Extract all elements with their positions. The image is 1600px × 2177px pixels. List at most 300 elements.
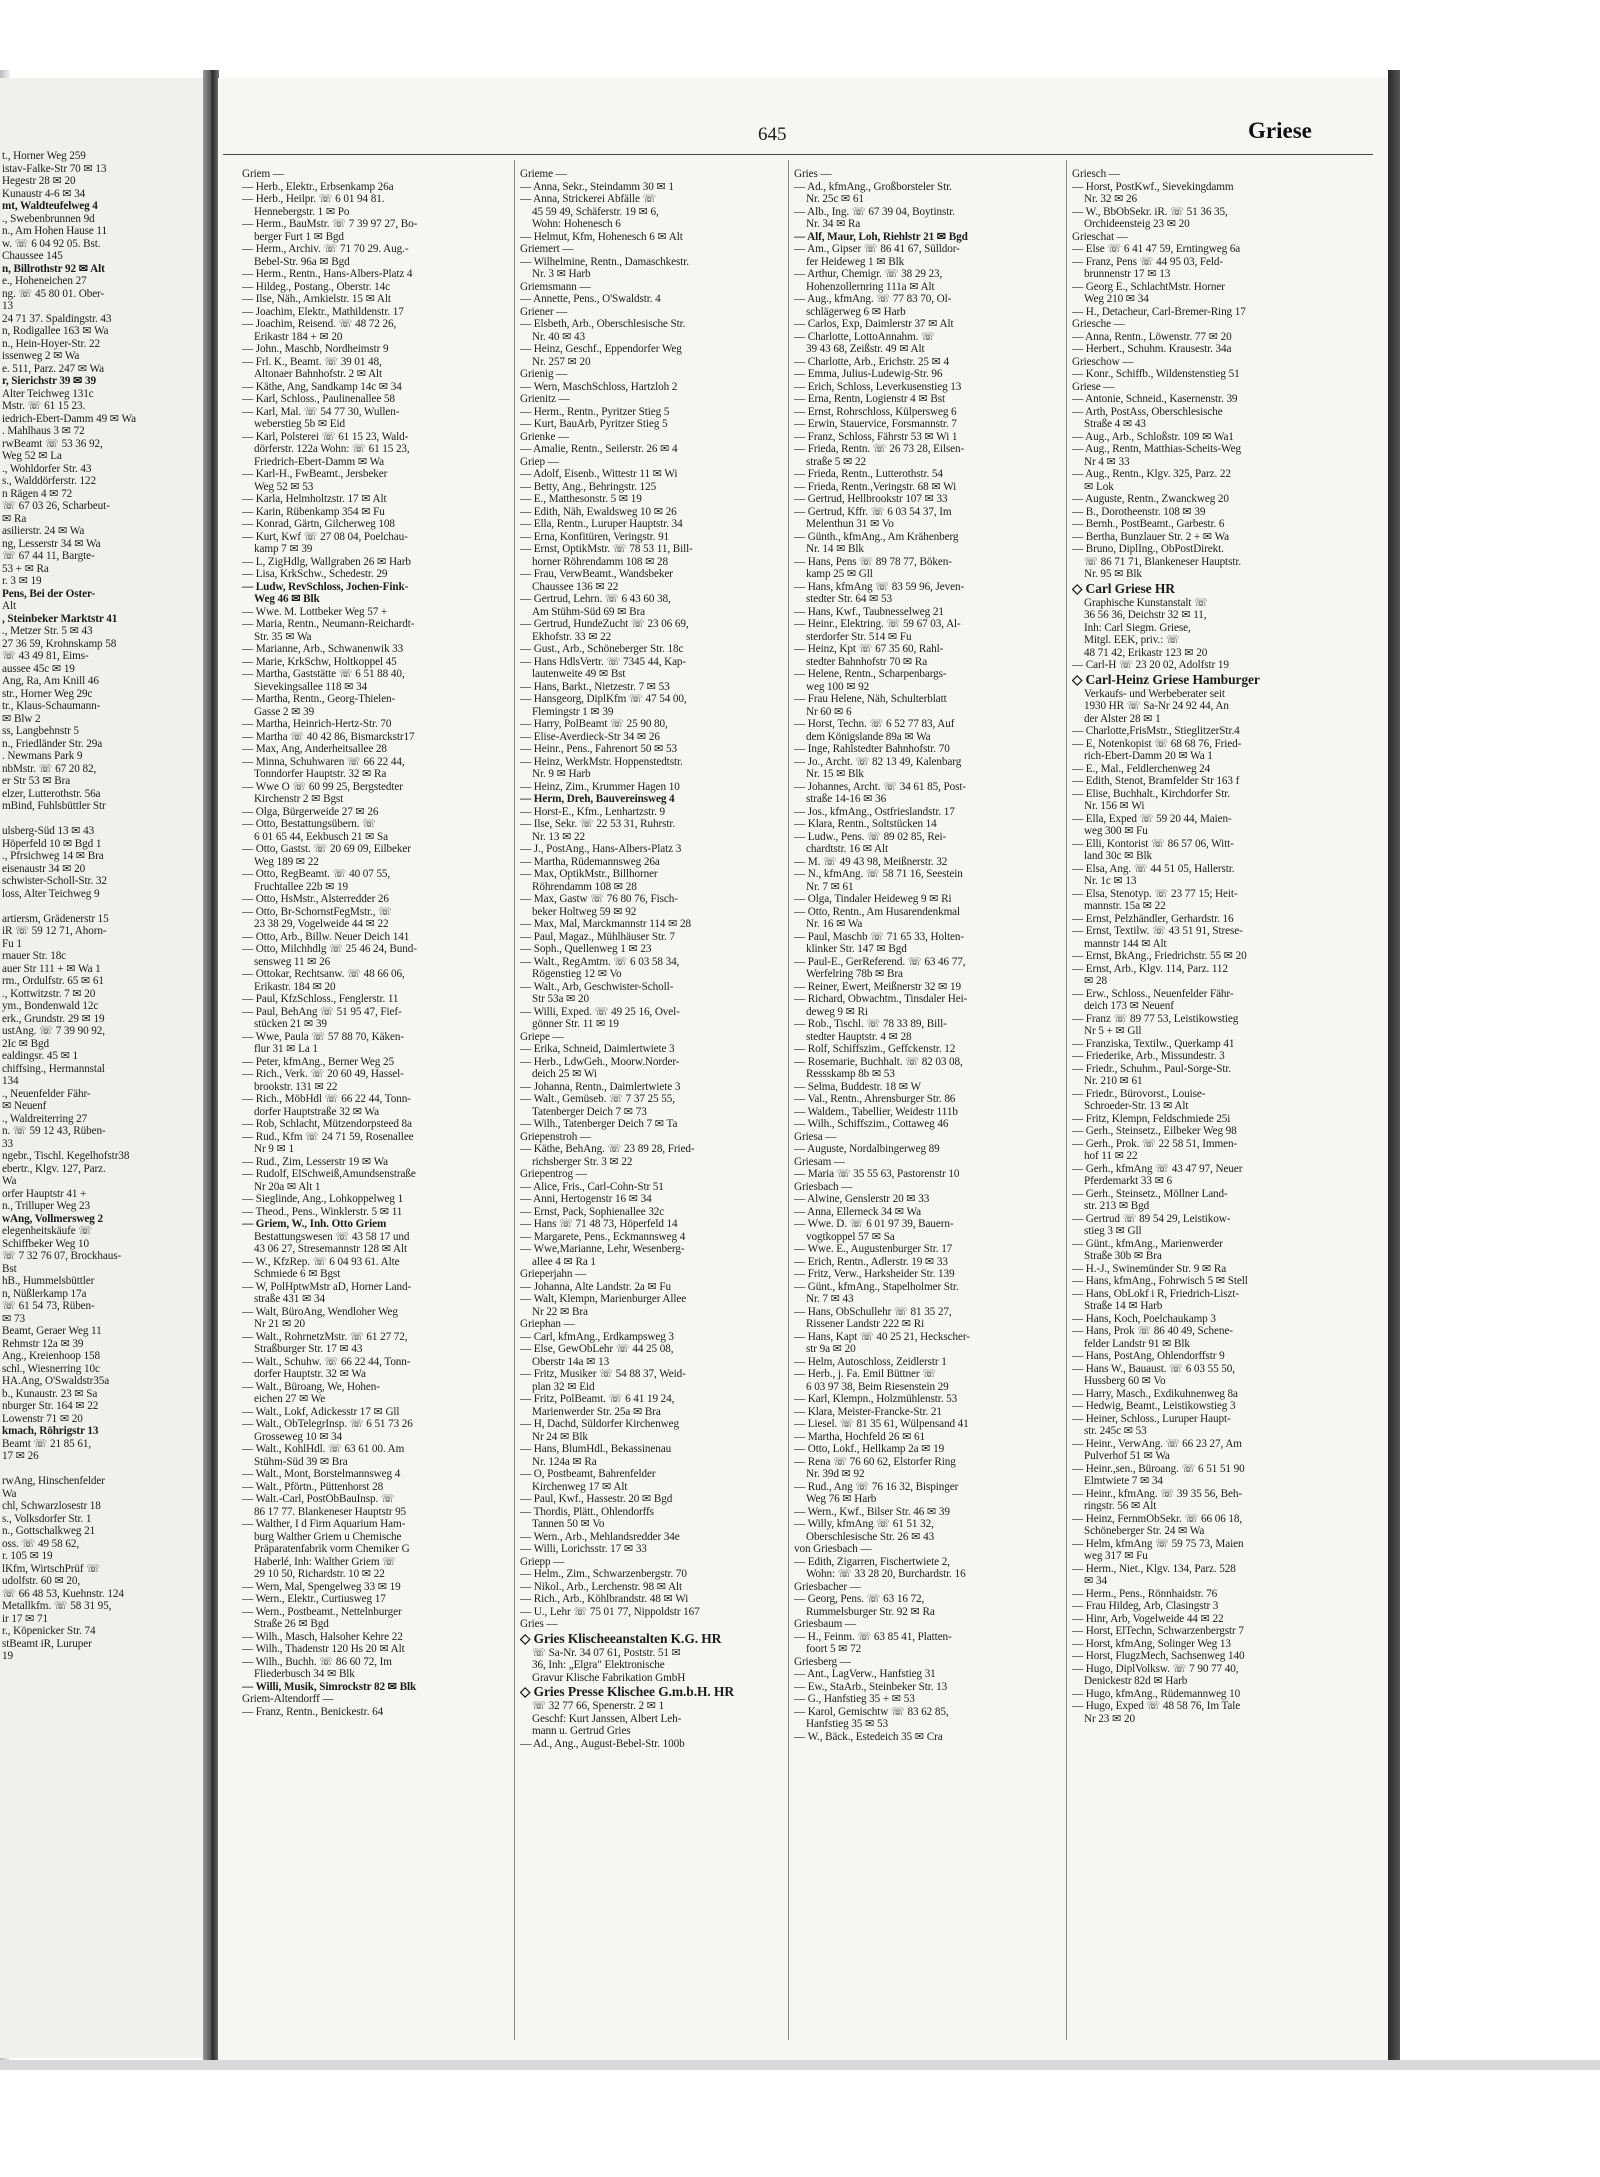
directory-entry-line: — Herm., Niet., Klgv. 134, Parz. 528 [1072, 1562, 1236, 1575]
directory-entry-line: Erikastr. 184 ✉ 20 [254, 980, 336, 993]
directory-entry-line: — Karla, Helmholtzstr. 17 ✉ Alt [242, 493, 387, 505]
directory-entry-line: — Ad., Ang., August-Bebel-Str. 100b [520, 1737, 685, 1750]
directory-entry-line: — Gertrud, Hellbrookstr 107 ✉ 33 [794, 493, 948, 505]
directory-entry-line: — Olga, Tindaler Heideweg 9 ✉ Ri [794, 893, 952, 905]
directory-entry-line: n, Billrothstr 92 ✉ Alt [2, 262, 105, 275]
directory-entry-line: — Konrad, Gärtn, Gilcherweg 108 [242, 518, 395, 530]
directory-entry-line: Rögenstieg 12 ✉ Vo [532, 968, 622, 980]
directory-entry-line: — Hildeg., Postang., Oberstr. 14c [242, 280, 391, 293]
directory-entry-line: — Elise, Buchhalt., Kirchdorfer Str. [1072, 787, 1230, 800]
directory-entry-line: ✉ Ra [2, 512, 27, 525]
directory-entry-line: Chaussee 145 [2, 250, 63, 262]
directory-entry-line: — Otto, Lokf., Hellkamp 2a ✉ 19 [794, 1443, 945, 1455]
directory-entry-line: — Gerh., Steinsetz., Möllner Land- [1072, 1187, 1228, 1200]
directory-entry-line: Ressskamp 8b ✉ 53 [806, 1068, 895, 1080]
directory-entry-line: — Frieda, Rentn.,Veringstr. 68 ✉ Wi [794, 480, 957, 493]
directory-entry-line: — Theod., Pens., Winklerstr. 5 ✉ 11 [242, 1205, 403, 1218]
directory-entry-line: — Otto, Arb., Billw. Neuer Deich 141 [242, 930, 410, 943]
directory-entry-line: — Hans, PostAng, Ohlendorffstr 9 [1072, 1350, 1225, 1362]
directory-entry-line: n., Am Hohen Hause 11 [2, 225, 107, 237]
directory-entry-line: str. 245c ✉ 53 [1084, 1425, 1147, 1437]
directory-entry-line: Weg 210 ✉ 34 [1084, 293, 1149, 305]
directory-entry-line: — Paul, Maschb ☏ 71 65 33, Holten- [794, 930, 964, 943]
directory-entry-line: Nr. 14 ✉ Blk [806, 543, 864, 555]
directory-entry-line: straße 14-16 ✉ 36 [806, 793, 887, 805]
directory-entry-line: — Wern., Postbeamt., Nettelnburger [242, 1605, 402, 1618]
directory-entry-line: aussee 45c ✉ 19 [2, 662, 75, 675]
directory-entry-line: Wa [2, 1487, 17, 1500]
directory-entry-line: 23 38 29, Vogelweide 44 ✉ 22 [254, 918, 389, 930]
directory-entry-line: iR ☏ 59 12 71, Ahorn- [2, 925, 107, 937]
directory-entry-line: gönner Str. 11 ✉ 19 [532, 1018, 619, 1030]
directory-entry-line: — Friedr., Bürovorst., Louise- [1072, 1087, 1206, 1100]
directory-entry-line: kamp 7 ✉ 39 [254, 543, 313, 555]
directory-entry-line: — Richard, Obwachtm., Tinsdaler Hei- [794, 993, 968, 1005]
directory-entry-line: — Gertrud ☏ 89 54 29, Leistikow- [1072, 1212, 1231, 1225]
directory-column-3 [794, 168, 1060, 2048]
directory-entry-line: Ekhofstr. 33 ✉ 22 [532, 630, 612, 643]
directory-entry-line: — Edith, Zigarren, Fischertwiete 2, [794, 1555, 950, 1568]
directory-entry-line: e. 511, Parz. 247 ✉ Wa [2, 362, 104, 375]
directory-entry-line: — Horst-E., Kfm., Lenhartzstr. 9 [520, 805, 666, 818]
directory-entry-line: beker Holtweg 59 ✉ 92 [532, 905, 637, 918]
directory-entry-line: r., Köpenicker Str. 74 [2, 1625, 96, 1637]
directory-entry-line: ym., Bondenwald 12c [2, 1000, 99, 1012]
directory-entry-line: — Wilh., Tatenberger Deich 7 ✉ Ta [520, 1118, 678, 1130]
directory-entry-line: ☏ 43 49 81, Eims- [2, 650, 89, 662]
directory-entry-line: — Aug., Arb., Schloßstr. 109 ✉ Wa1 [1072, 430, 1234, 443]
directory-entry-line: — Auguste, Rentn., Zwanckweg 20 [1072, 493, 1229, 505]
directory-entry-line: rwBeamt ☏ 53 36 92, [2, 437, 103, 450]
directory-entry-line: udolfstr. 60 ✉ 20, [2, 1575, 81, 1587]
directory-entry-line: Grieschow — [1072, 355, 1134, 368]
directory-entry-line: ., Neuenfelder Fähr- [2, 1087, 91, 1100]
directory-entry-line: — Bernh., PostBeamt., Garbestr. 6 [1072, 518, 1225, 530]
directory-entry-line: — Liesel. ☏ 81 35 61, Wülpensand 41 [794, 1418, 969, 1430]
directory-entry-line: — Käthe, BehAng. ☏ 23 89 28, Fried- [520, 1143, 695, 1155]
directory-entry-line: Griesbacher — [794, 1580, 861, 1593]
directory-entry-line: — Günth., kfmAng., Am Krähenberg [794, 530, 959, 543]
directory-entry-line: Nr. 210 ✉ 61 [1084, 1075, 1143, 1087]
directory-entry-line: — Gust., Arb., Schöneberger Str. 18c [520, 643, 684, 655]
directory-entry-line: — Kurt, Kwf ☏ 27 08 04, Poelchau- [242, 530, 408, 543]
directory-entry-line: — Wilh., Masch, Halsoher Kehre 22 [242, 1630, 403, 1643]
directory-entry-line: Wa [2, 1175, 17, 1187]
directory-entry-line: r. 3 ✉ 19 [2, 575, 42, 587]
directory-entry-line: — Reiner, Ewert, Meißnerstr 32 ✉ 19 [794, 980, 961, 993]
directory-entry-line: Sievekingsallee 118 ✉ 34 [254, 680, 368, 693]
directory-entry-line: — Walt., Arb, Geschwister-Scholl- [520, 980, 674, 993]
directory-entry-line: — Wern, MaschSchloss, Hartzloh 2 [520, 380, 678, 393]
directory-entry-line: rwAng, Hinschenfelder [2, 1475, 105, 1487]
directory-entry-line: Mstr. ☏ 61 15 23. [2, 400, 86, 412]
directory-entry-line: Grieme — [520, 168, 567, 180]
directory-entry-line: , Steinbeker Marktstr 41 [2, 612, 118, 625]
directory-entry-line: land 30c ✉ Blk [1084, 850, 1152, 862]
directory-entry-line: foort 5 ✉ 72 [806, 1643, 862, 1655]
directory-entry-line: von Griesbach — [794, 1543, 872, 1555]
directory-entry-line: berger Furt 1 ✉ Bgd [254, 230, 344, 243]
directory-entry-line: — Ilse, Näh., Arnkielstr. 15 ✉ Alt [242, 293, 391, 305]
directory-entry-line: Melenthun 31 ✉ Vo [806, 518, 894, 530]
directory-entry-line: ☏ 67 44 11, Bargte- [2, 550, 95, 562]
directory-entry-line: Nr 4 ✉ 33 [1084, 455, 1130, 468]
directory-entry-line: Altonaer Bahnhofstr. 2 ✉ Alt [254, 368, 383, 380]
directory-entry-line: — W, PolHptwMstr aD, Horner Land- [242, 1280, 412, 1293]
directory-entry-line: — Amalie, Rentn., Seilerstr. 26 ✉ 4 [520, 443, 678, 455]
directory-entry-line: mannstr. 15a ✉ 22 [1084, 900, 1166, 912]
directory-entry-line: deich 173 ✉ Neuenf [1084, 1000, 1174, 1012]
directory-entry-line: — Hans, BlumHdl., Bekassinenau [520, 1443, 672, 1455]
directory-entry-line: — Gerh., kfmAng ☏ 43 47 97, Neuer [1072, 1162, 1243, 1175]
directory-entry-line: — Herm., Pens., Rönnhaidstr. 76 [1072, 1587, 1218, 1600]
directory-entry-line: n. ☏ 59 12 43, Rüben- [2, 1125, 106, 1137]
directory-entry-line: kamp 25 ✉ Gll [806, 568, 873, 580]
directory-entry-line: — Walt., Schuhw. ☏ 66 22 44, Tonn- [242, 1355, 411, 1368]
directory-entry-line: — J., PostAng., Hans-Albers-Platz 3 [520, 843, 682, 855]
directory-entry-line: — Ella, Exped ☏ 59 20 44, Maien- [1072, 812, 1232, 825]
directory-entry-line: Werfelring 78b ✉ Bra [806, 968, 903, 980]
directory-entry-line: Weg 52 ✉ 53 [254, 480, 314, 493]
column-divider [1066, 160, 1067, 2040]
directory-entry-line: Kirchenstr 2 ✉ Bgst [254, 793, 344, 805]
directory-entry-line: — Bruno, DiplIng., ObPostDirekt. [1072, 543, 1224, 555]
directory-entry-line: r. 105 ✉ 19 [2, 1550, 53, 1562]
directory-entry-line: — Elsbeth, Arb., Oberschlesische Str. [520, 318, 686, 330]
directory-entry-line: — Rudolf, ElSchweiß,Amundsenstraße [242, 1168, 416, 1180]
directory-entry-line: Griesberg — [794, 1655, 851, 1668]
directory-entry-line: — Frau Helene, Näh, Schulterblatt [794, 693, 947, 705]
directory-entry-line: Weg 46 ✉ Blk [254, 593, 320, 605]
directory-entry-line: — Heinz, FernmObSekr. ☏ 66 06 18, [1072, 1512, 1243, 1525]
directory-entry-line: — Ernst, Pelzhändler, Gerhardstr. 16 [1072, 912, 1234, 925]
directory-entry-line: — Erika, Schneid, Daimlertwiete 3 [520, 1043, 675, 1055]
directory-entry-line: ustAng. ☏ 7 39 90 92, [2, 1025, 105, 1037]
directory-entry-line: ✉ 73 [2, 1312, 25, 1325]
directory-entry-line: — Helm., Zim., Schwarzenbergstr. 70 [520, 1568, 687, 1580]
directory-entry-line: dorfer Hauptstraße 32 ✉ Wa [254, 1105, 379, 1118]
directory-entry-line: — Carl-H ☏ 23 20 02, Adolfstr 19 [1072, 659, 1229, 671]
directory-entry-line: — Wilh., Buchh. ☏ 86 60 72, Im [242, 1655, 392, 1668]
directory-entry-line: — Erw., Schloss., Neuenfelder Fähr- [1072, 987, 1234, 1000]
directory-entry-line: — Rud., Kfm ☏ 24 71 59, Rosenallee [242, 1130, 414, 1143]
directory-entry-line: asilierstr. 24 ✉ Wa [2, 525, 85, 537]
directory-entry-line: Nr. 3 ✉ Harb [532, 268, 591, 280]
directory-entry-line: Grosseweg 10 ✉ 34 [254, 1430, 343, 1443]
header-rule [223, 154, 1373, 155]
page-header [218, 118, 1388, 158]
directory-entry-line: brookstr. 131 ✉ 22 [254, 1080, 338, 1093]
directory-entry-line: HA.Ang, O'Swaldstr35a [2, 1375, 110, 1387]
directory-entry-line: Kunaustr 4-6 ✉ 34 [2, 187, 86, 200]
directory-entry-line: — Aug., Rentn., Klgv. 325, Parz. 22 [1072, 468, 1231, 480]
directory-entry-line: Griep — [520, 455, 559, 468]
directory-entry-line: Alt [2, 600, 16, 612]
directory-entry-line: Grienke — [520, 430, 570, 443]
directory-entry-line: — Marie, KrkSchw, Holtkoppel 45 [242, 655, 397, 668]
directory-entry-line: Straße 14 ✉ Harb [1084, 1300, 1163, 1312]
directory-entry-line: — Harry, Masch., Exdikuhnenweg 8a [1072, 1387, 1238, 1400]
directory-entry-line: n, Nüßlerkamp 17a [2, 1287, 87, 1300]
directory-entry-line: — Herb., j. Fa. Emil Büttner ☏ [794, 1368, 937, 1380]
directory-entry-line: Haberlé, Inh: Walther Griem ☏ [254, 1555, 397, 1568]
directory-entry-line: Marienwerder Str. 25a ✉ Bra [532, 1405, 661, 1418]
directory-entry-line: — Hans, kfmAng ☏ 83 59 96, Jeven- [794, 580, 965, 593]
directory-entry-line: — O, Postbeamt, Bahrenfelder [520, 1468, 656, 1480]
directory-entry-line: — Max, Ang, Anderheitsallee 28 [242, 743, 387, 755]
directory-entry-line: Straßburger Str. 17 ✉ 43 [254, 1343, 363, 1355]
directory-entry-line: — Olga, Bürgerweide 27 ✉ 26 [242, 805, 379, 818]
directory-entry-line: — Rob., Tischl. ☏ 78 33 89, Bill- [794, 1018, 947, 1030]
directory-entry-line: Nr. 9 ✉ Harb [532, 768, 591, 780]
directory-entry-line: dem Königslande 89a ✉ Wa [806, 730, 931, 743]
directory-entry-line: Bst [2, 1262, 17, 1275]
directory-entry-line: — Franz, Rentn., Benickestr. 64 [242, 1705, 384, 1718]
directory-entry-line: brunnenstr 17 ✉ 13 [1084, 268, 1171, 280]
directory-entry-line: Fu 1 [2, 937, 22, 950]
directory-entry-line: der Alster 28 ✉ 1 [1084, 712, 1161, 725]
directory-entry-line: Griesam — [794, 1155, 845, 1168]
directory-entry-line: Erikastr 184 + ✉ 20 [254, 330, 343, 343]
directory-entry-line: — Minna, Schuhwaren ☏ 66 22 44, [242, 755, 405, 768]
directory-entry-line: rm., Ordulfstr. 65 ✉ 61 [2, 975, 104, 987]
directory-entry-line: — Otto, Milchhdlg ☏ 25 46 24, Bund- [242, 943, 417, 955]
directory-entry-line: — W., BbObSekr. iR. ☏ 51 36 35, [1072, 205, 1228, 218]
directory-entry-line: — Helm, Autoschloss, Zeidlerstr 1 [794, 1355, 947, 1368]
directory-entry-line: — Otto, HsMstr., Alsterredder 26 [242, 893, 389, 905]
directory-entry-line: Schroeder-Str. 13 ✉ Alt [1084, 1100, 1189, 1112]
directory-entry-line: sensweg 11 ✉ 26 [254, 955, 331, 968]
directory-entry-line: ., Pfrsichweg 14 ✉ Bra [2, 850, 104, 862]
directory-entry-line: Gries — [520, 1618, 558, 1630]
directory-entry-line: — Ernst, Textilw. ☏ 43 51 91, Strese- [1072, 925, 1243, 937]
directory-entry-line: Schmiede 6 ✉ Bgst [254, 1268, 341, 1280]
directory-entry-line: str 9a ✉ 20 [806, 1343, 856, 1355]
directory-entry-line: — Fritz, Klempn, Feldschmiede 25i [1072, 1112, 1231, 1125]
directory-entry-line: — Anni, Hertogenstr 16 ✉ 34 [520, 1193, 652, 1205]
directory-entry-line: Alter Teichweg 131c [2, 387, 94, 400]
directory-entry-line: oss. ☏ 49 58 62, [2, 1537, 80, 1550]
directory-entry-line: — Ella, Rentn., Luruper Hauptstr. 34 [520, 518, 683, 530]
directory-entry-line: rich-Ebert-Damm 20 ✉ Wa 1 [1084, 750, 1213, 762]
directory-entry-line: ☏ Sa-Nr. 34 07 61, Poststr. 51 ✉ [532, 1646, 681, 1659]
directory-entry-line: chiffsing., Hermannstal [2, 1062, 105, 1075]
directory-entry-line: Grieschat — [1072, 230, 1128, 243]
directory-entry-line: Beamt ☏ 21 85 61, [2, 1437, 92, 1450]
directory-entry-line: felder Landstr 91 ✉ Blk [1084, 1337, 1190, 1350]
directory-entry-line: Bestattungswesen ☏ 43 58 17 und [254, 1230, 410, 1243]
directory-entry-line: — John., Maschb, Nordheimstr 9 [242, 343, 389, 355]
directory-entry-line: — Walt., RohrnetzMstr. ☏ 61 27 72, [242, 1330, 408, 1343]
directory-entry-line: 6 03 97 38, Beim Riesenstein 29 [806, 1380, 949, 1393]
directory-entry-line: — Sieglinde, Ang., Lohkoppelweg 1 [242, 1193, 404, 1205]
directory-entry-line: — Ottokar, Rechtsanw. ☏ 48 66 06, [242, 968, 405, 980]
directory-entry-line: str. 213 ✉ Bgd [1084, 1200, 1150, 1212]
directory-entry-line: — Edith, Näh, Ewaldsweg 10 ✉ 26 [520, 505, 677, 518]
directory-entry-line: — Rich., Arb., Köhlbrandstr. 48 ✉ Wi [520, 1593, 689, 1605]
directory-entry-line: — Heinz, Geschf., Eppendorfer Weg [520, 343, 682, 355]
directory-entry-line: Nr 20a ✉ Alt 1 [254, 1180, 321, 1193]
directory-entry-line: — Käthe, Ang, Sandkamp 14c ✉ 34 [242, 380, 402, 393]
directory-entry-line: Fruchtallee 22b ✉ 19 [254, 880, 349, 893]
directory-entry-line: — Fritz, Musiker ☏ 54 88 37, Weid- [520, 1368, 686, 1380]
directory-entry-line: Stühm-Süd 39 ✉ Bra [254, 1455, 348, 1468]
directory-entry-line: stücken 21 ✉ 39 [254, 1018, 327, 1030]
page-right-edge [1388, 70, 1400, 2065]
directory-entry-line: straße 431 ✉ 34 [254, 1293, 325, 1305]
directory-entry-line: — Hugo, Exped ☏ 48 58 76, Im Tale [1072, 1700, 1241, 1712]
directory-entry-line: — Willy, kfmAng ☏ 61 51 32, [794, 1518, 934, 1530]
directory-entry-line: — Arthur, Chemigr. ☏ 38 29 23, [794, 268, 943, 280]
directory-entry-line: hB., Hummelsbüttler [2, 1275, 95, 1287]
directory-entry-line: — Walt., RegAmtm. ☏ 6 03 58 34, [520, 955, 680, 968]
directory-entry-line: b., Kunaustr. 23 ✉ Sa [2, 1387, 98, 1400]
directory-entry-line: flur 31 ✉ La 1 [254, 1043, 318, 1055]
directory-entry-line: e., Hoheneichen 27 [2, 275, 87, 287]
directory-entry-line: Tonndorfer Hauptstr. 32 ✉ Ra [254, 768, 387, 780]
directory-entry-line: Nr. 257 ✉ 20 [532, 355, 591, 368]
directory-entry-line: n., Gottschalkweg 21 [2, 1525, 96, 1537]
directory-entry-line: — Aug., Rentn, Matthias-Scheits-Weg [1072, 443, 1241, 455]
directory-entry-line: — Ew., StaArb., Steinbeker Str. 13 [794, 1680, 948, 1693]
directory-entry-line: ◇ Gries Presse Klischee G.m.b.H. HR [520, 1684, 734, 1699]
directory-entry-line: 17 ✉ 26 [2, 1450, 39, 1462]
directory-entry-line: Griesbaum — [794, 1618, 856, 1630]
directory-entry-line: — Horst, PostKwf., Sievekingdamm [1072, 180, 1234, 193]
directory-entry-line: — Rolf, Schiffszim., Geffckenstr. 12 [794, 1043, 956, 1055]
directory-entry-line: — Georg E., SchlachtMstr. Horner [1072, 280, 1225, 293]
directory-entry-line: — Erich, Rentn., Adlerstr. 19 ✉ 33 [794, 1255, 948, 1268]
directory-entry-line: — Wern., Arb., Mehlandsredder 34e [520, 1530, 680, 1543]
previous-page-column [2, 150, 210, 2030]
directory-entry-line: er Str 53 ✉ Bra [2, 775, 71, 787]
directory-entry-line: — Heinr., kfmAng. ☏ 39 35 56, Beh- [1072, 1487, 1242, 1500]
directory-entry-line: ebertr., Klgv. 127, Parz. [2, 1162, 106, 1175]
directory-entry-line: — Martha, Rüdemannsweg 26a [520, 855, 660, 868]
directory-entry-line: — Martha ☏ 40 42 86, Bismarckstr17 [242, 730, 415, 743]
directory-entry-line: — Max, OptikMstr., Billhorner [520, 868, 658, 880]
directory-entry-line: — Paul, BehAng ☏ 51 95 47, Fief- [242, 1005, 402, 1018]
running-head: Griese [1248, 118, 1312, 143]
directory-entry-line: — Erna, Konfitüren, Veringstr. 91 [520, 530, 670, 543]
directory-entry-line: w. ☏ 6 04 92 05. Bst. [2, 237, 101, 250]
directory-entry-line: Nr. 40 ✉ 43 [532, 330, 586, 343]
directory-entry-line: Hohenzollernring 111a ✉ Alt [806, 280, 935, 293]
directory-entry-line: — Friederike, Arb., Missundestr. 3 [1072, 1050, 1225, 1062]
directory-entry-line: — Nikol., Arb., Lerchenstr. 98 ✉ Alt [520, 1580, 683, 1593]
directory-entry-line: — Anna, Sekr., Steindamm 30 ✉ 1 [520, 180, 674, 193]
directory-entry-line: — Erwin, Stauervice, Forsmannstr. 7 [794, 418, 957, 430]
directory-entry-line: — Anna, Strickerei Abfälle ☏ [520, 193, 657, 205]
directory-entry-line: chardtstr. 16 ✉ Alt [806, 843, 889, 855]
directory-entry-line: vogtkoppel 57 ✉ Sa [806, 1230, 895, 1243]
directory-entry-line: — Heinz, Kpt ☏ 67 35 60, Rahl- [794, 643, 944, 655]
directory-entry-line: — Walt., Pförtn., Püttenhorst 28 [242, 1480, 384, 1493]
directory-entry-line: — Karl-H., FwBeamt., Jersbeker [242, 468, 388, 480]
directory-entry-line: — Charlotte, LottoAnnahm. ☏ [794, 330, 935, 343]
directory-entry-line: — Otto, Bestattungsübern. ☏ [242, 818, 377, 830]
directory-entry-line: ☏ 67 03 26, Scharbeut- [2, 500, 110, 512]
directory-entry-line: ., Metzer Str. 5 ✉ 43 [2, 625, 93, 637]
directory-entry-line: — Lisa, KrkSchw., Schedestr. 29 [242, 568, 388, 580]
directory-entry-line: weg 300 ✉ Fu [1084, 825, 1148, 837]
directory-entry-line: — Waldem., Tabellier, Weidestr 111b [794, 1105, 958, 1118]
directory-entry-line: Nr. 7 ✉ 43 [806, 1293, 854, 1305]
directory-entry-line: Str 53a ✉ 20 [532, 993, 589, 1005]
directory-entry-line: 27 36 59, Krohnskamp 58 [2, 637, 117, 650]
directory-entry-line: — Wwe. M. Lottbeker Weg 57 + [242, 605, 388, 618]
directory-entry-line: Rummelsburger Str. 92 ✉ Ra [806, 1605, 935, 1618]
directory-entry-line: — W., Bäck., Estedeich 35 ✉ Cra [794, 1730, 943, 1743]
directory-entry-line: ☏ 7 32 76 07, Brockhaus- [2, 1250, 122, 1262]
directory-entry-line: — Edith, Stenot, Bramfelder Str 163 f [1072, 775, 1240, 787]
directory-entry-line: — Wilhelmine, Rentn., Damaschkestr. [520, 255, 689, 268]
directory-entry-line: nbMstr. ☏ 67 20 82, [2, 762, 97, 775]
directory-entry-line: ., Swebenbrunnen 9d [2, 212, 95, 225]
directory-entry-line: Wohn: Hohenesch 6 [532, 218, 621, 230]
directory-entry-line: iedrich-Ebert-Damm 49 ✉ Wa [2, 412, 136, 425]
directory-entry-line: — Selma, Buddestr. 18 ✉ W [794, 1080, 921, 1093]
directory-entry-line: — Gertrud, Kffr. ☏ 6 03 54 37, Im [794, 505, 952, 518]
directory-entry-line: Straße 30b ✉ Bra [1084, 1250, 1162, 1262]
directory-entry-line: — Heinr., Pens., Fahrenort 50 ✉ 53 [520, 743, 677, 755]
directory-entry-line: chl, Schwarzlosestr 18 [2, 1500, 101, 1512]
directory-entry-line: n Rägen 4 ✉ 72 [2, 487, 73, 500]
directory-entry-line: rnauer Str. 18c [2, 950, 67, 962]
directory-entry-line: — Georg, Pens. ☏ 63 16 72, [794, 1593, 925, 1605]
directory-entry-line: — Horst, ElTechn, Schwarzenbergstr 7 [1072, 1625, 1244, 1637]
directory-entry-line: Hennebergstr. 1 ✉ Po [254, 205, 350, 218]
directory-entry-line: — Gerh., Prok. ☏ 22 58 51, Immen- [1072, 1137, 1238, 1150]
directory-entry-line: — Gerh., Steinsetz., Eilbeker Weg 98 [1072, 1125, 1237, 1137]
directory-entry-line: Gasse 2 ✉ 39 [254, 705, 315, 718]
directory-column-4 [1072, 168, 1354, 2048]
directory-entry-line: — Rosemarie, Buchhalt. ☏ 82 03 08, [794, 1055, 963, 1068]
directory-entry-line: — Otto, Rentn., Am Husarendenkmal [794, 905, 961, 918]
directory-entry-line: Friedrich-Ebert-Damm ✉ Wa [254, 455, 385, 468]
directory-entry-line: — Joachim, Reisend. ☏ 48 72 26, [242, 318, 397, 330]
directory-entry-line: Schöneberger Str. 24 ✉ Wa [1084, 1525, 1205, 1537]
directory-entry-line: — Herb., LdwGeh., Moorw.Norder- [520, 1055, 680, 1068]
directory-entry-line: Nr. 1c ✉ 13 [1084, 875, 1137, 887]
directory-entry-line: — Ernst, Pack, Sophienallee 32c [520, 1205, 665, 1218]
directory-entry-line: orfer Hauptstr 41 + [2, 1187, 87, 1200]
directory-entry-line: — Elli, Kontorist ☏ 86 57 06, Witt- [1072, 837, 1234, 850]
directory-entry-line: Grienitz — [520, 393, 570, 405]
directory-entry-line: mBind, Fuhlsbüttler Str [2, 800, 106, 812]
directory-entry-line: — Betty, Ang., Behringstr. 125 [520, 480, 657, 493]
directory-entry-line: Denickestr 82d ✉ Harb [1084, 1675, 1188, 1687]
directory-entry-line: ng, Lesserstr 34 ✉ Wa [2, 537, 101, 550]
directory-entry-line: — Ernst, Rohrschloss, Külpersweg 6 [794, 405, 957, 418]
directory-entry-line: erk., Grundstr. 29 ✉ 19 [2, 1012, 105, 1025]
directory-entry-line: — Carlos, Exp, Daimlerstr 37 ✉ Alt [794, 318, 954, 330]
directory-entry-line: — Franz ☏ 89 77 53, Leistikowstieg [1072, 1012, 1239, 1025]
directory-entry-line: horner Röhrendamm 108 ✉ 28 [532, 555, 669, 568]
directory-entry-line: 134 [2, 1075, 19, 1087]
directory-entry-line: — Helmut, Kfm, Hohenesch 6 ✉ Alt [520, 230, 683, 243]
directory-entry-line: lautenweite 49 ✉ Bst [532, 668, 626, 680]
directory-entry-line: Griesch — [1072, 168, 1120, 180]
directory-entry-line: — Hans, Kwf., Taubnesselweg 21 [794, 605, 944, 618]
directory-entry-line: — Martha, Heinrich-Hertz-Str. 70 [242, 718, 392, 730]
directory-entry-line: Pferdemarkt 33 ✉ 6 [1084, 1175, 1173, 1187]
directory-entry-line: ., Waldreiterring 27 [2, 1112, 88, 1125]
directory-entry-line: — Walt., KohlHdl. ☏ 63 61 00. Am [242, 1443, 405, 1455]
directory-entry-line: Grienig — [520, 368, 568, 380]
directory-entry-line: — Fritz, PolBeamt. ☏ 6 41 19 24, [520, 1393, 675, 1405]
directory-entry-line: ., Kottwitzstr. 7 ✉ 20 [2, 987, 96, 1000]
